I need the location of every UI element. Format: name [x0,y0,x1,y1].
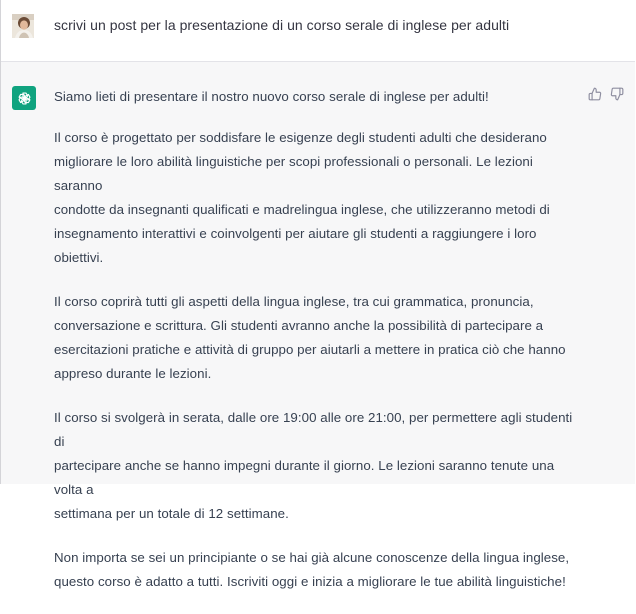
user-avatar-photo-icon [12,14,34,38]
paragraph-3 [54,406,574,526]
feedback-buttons [587,86,625,102]
user-avatar [12,14,34,38]
paragraph-4 [54,546,574,594]
text-line: Il corso si svolgerà in serata, dalle ore 19:00 alle ore 21:00, per permettere agli studenti di [54,410,573,449]
text-line: Il corso è progettato per soddisfare le esigenze degli studenti adulti che desiderano [54,130,547,145]
user-message-row [1,0,635,62]
text-line: appreso durante le lezioni. [54,366,212,381]
text-line: questo corso è adatto a tutti. Iscriviti oggi e inizia a migliorare le tue abilità linguistiche! [54,574,566,589]
text-line: migliorare le loro abilità linguistiche per scopi professionali o personali. Le lezioni saranno [54,154,533,193]
thumbs-down-icon[interactable] [609,86,625,102]
text-line: insegnamento interattivi e coinvolgenti per aiutare gli studenti a raggiungere i loro obiettivi. [54,226,537,265]
paragraph-2 [54,290,574,386]
paragraph-1 [54,126,574,270]
text-line: esercitazioni pratiche e attività di gruppo per aiutarli a mettere in pratica ciò che hanno [54,342,566,357]
text-line: Il corso coprirà tutti gli aspetti della lingua inglese, tra cui grammatica, pronuncia, [54,294,534,309]
text-line: condotte da insegnanti qualificati e madrelingua inglese, che utilizzeranno metodi di [54,202,550,217]
text-line: Non importa se sei un principiante o se hai già alcune conoscenze della lingua inglese, [54,550,570,565]
assistant-message-text [54,85,574,614]
thumbs-up-icon[interactable] [587,86,603,102]
text-line: partecipare anche se hanno impegni durante il giorno. Le lezioni saranno tenute una volta a [54,458,555,497]
user-message-text: scrivi un post per la presentazione di un corso serale di inglese per adulti [54,17,510,33]
chatgpt-logo-icon [12,86,36,110]
intro-line: Siamo lieti di presentare il nostro nuovo corso serale di inglese per adulti! [54,89,489,104]
text-line: conversazione e scrittura. Gli studenti avranno anche la possibilità di partecipare a [54,318,544,333]
text-line: settimana per un totale di 12 settimane. [54,506,289,521]
assistant-message-row [1,62,635,589]
